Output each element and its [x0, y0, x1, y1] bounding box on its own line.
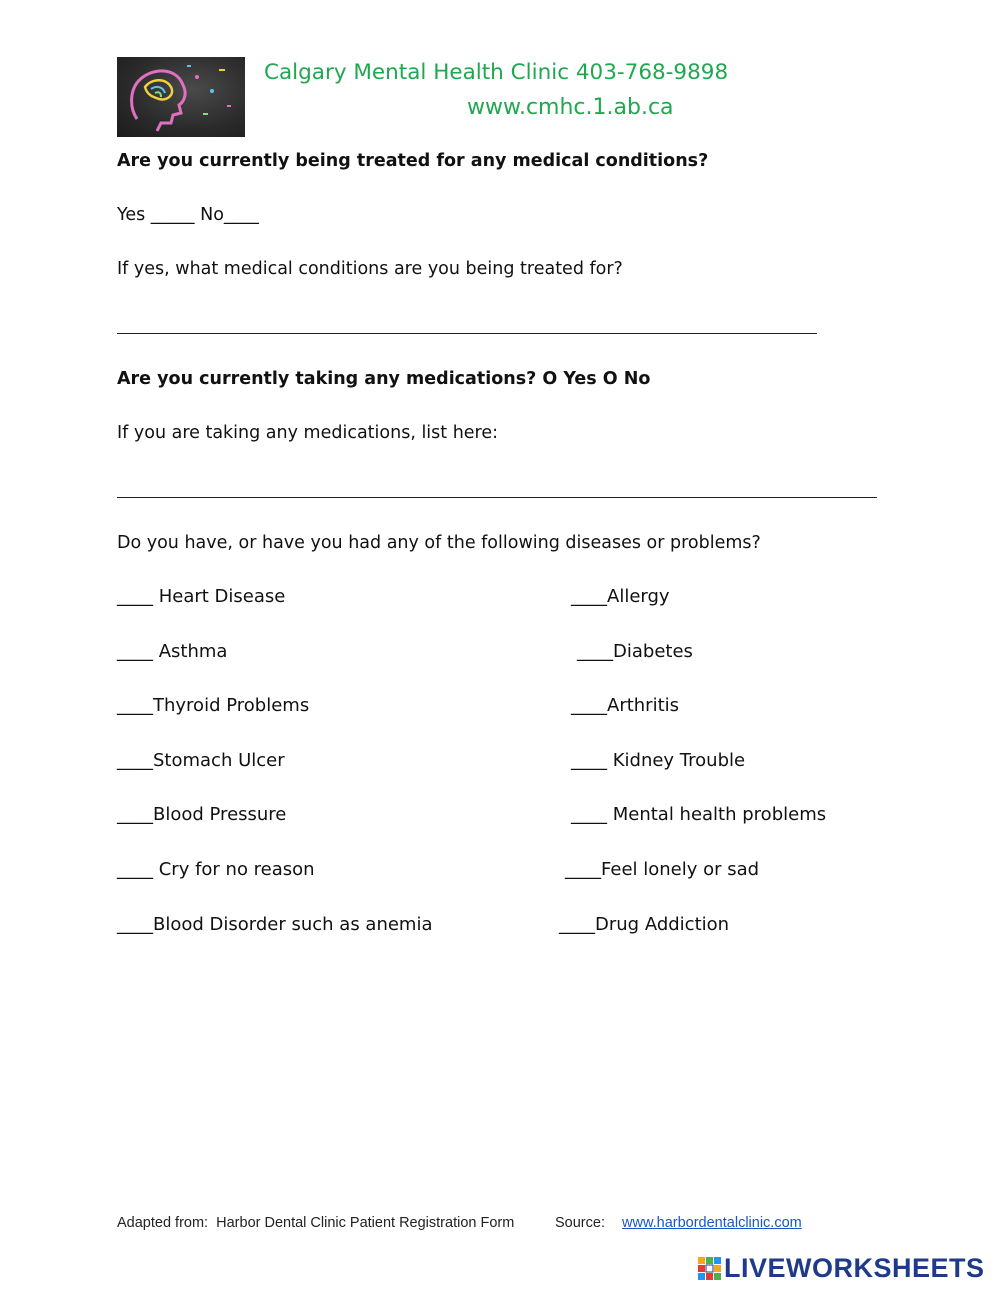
condition-diabetes[interactable]: ____Diabetes — [577, 641, 693, 662]
condition-heart-disease[interactable]: ____ Heart Disease — [117, 586, 286, 607]
condition-arthritis[interactable]: ____Arthritis — [571, 695, 680, 716]
condition-stomach-ulcer[interactable]: ____Stomach Ulcer — [117, 750, 285, 771]
clinic-website[interactable]: www.cmhc.1.ab.ca — [467, 95, 674, 120]
medications-followup: If you are taking any medications, list here: — [117, 423, 499, 443]
condition-drug-addiction[interactable]: ____Drug Addiction — [559, 914, 730, 935]
condition-thyroid[interactable]: ____Thyroid Problems — [117, 695, 310, 716]
question-medications[interactable]: Are you currently taking any medications? O Yes O No — [117, 369, 651, 389]
medications-answer-line[interactable] — [117, 497, 877, 498]
footer-source-link[interactable]: www.harbordentalclinic.com — [622, 1215, 802, 1231]
condition-allergy[interactable]: ____Allergy — [571, 586, 670, 607]
condition-mental-health[interactable]: ____ Mental health problems — [571, 804, 827, 825]
condition-lonely-sad[interactable]: ____Feel lonely or sad — [565, 859, 760, 880]
condition-asthma[interactable]: ____ Asthma — [117, 641, 228, 662]
condition-cry-no-reason[interactable]: ____ Cry for no reason — [117, 859, 315, 880]
liveworksheets-brand[interactable]: LIVEWORKSHEETS — [724, 1253, 985, 1283]
clinic-name-phone: Calgary Mental Health Clinic 403-768-9898 — [264, 60, 729, 85]
medical-conditions-followup: If yes, what medical conditions are you being treated for? — [117, 259, 623, 279]
chalk-head-brain-icon — [117, 57, 245, 137]
condition-blood-pressure[interactable]: ____Blood Pressure — [117, 804, 287, 825]
condition-blood-disorder[interactable]: ____Blood Disorder such as anemia — [117, 914, 433, 935]
medical-conditions-answer-line[interactable] — [117, 333, 817, 334]
question-medical-conditions: Are you currently being treated for any medical conditions? — [117, 151, 709, 171]
question-diseases: Do you have, or have you had any of the following diseases or problems? — [117, 533, 761, 553]
clinic-logo — [117, 57, 245, 137]
medical-conditions-yes-no[interactable]: Yes _____ No____ — [117, 205, 259, 225]
liveworksheets-logo-icon — [698, 1257, 722, 1281]
condition-kidney-trouble[interactable]: ____ Kidney Trouble — [571, 750, 746, 771]
footer-adapted-from: Adapted from: Harbor Dental Clinic Patient Registration Form — [117, 1215, 515, 1231]
footer-source-label: Source: — [555, 1215, 605, 1231]
